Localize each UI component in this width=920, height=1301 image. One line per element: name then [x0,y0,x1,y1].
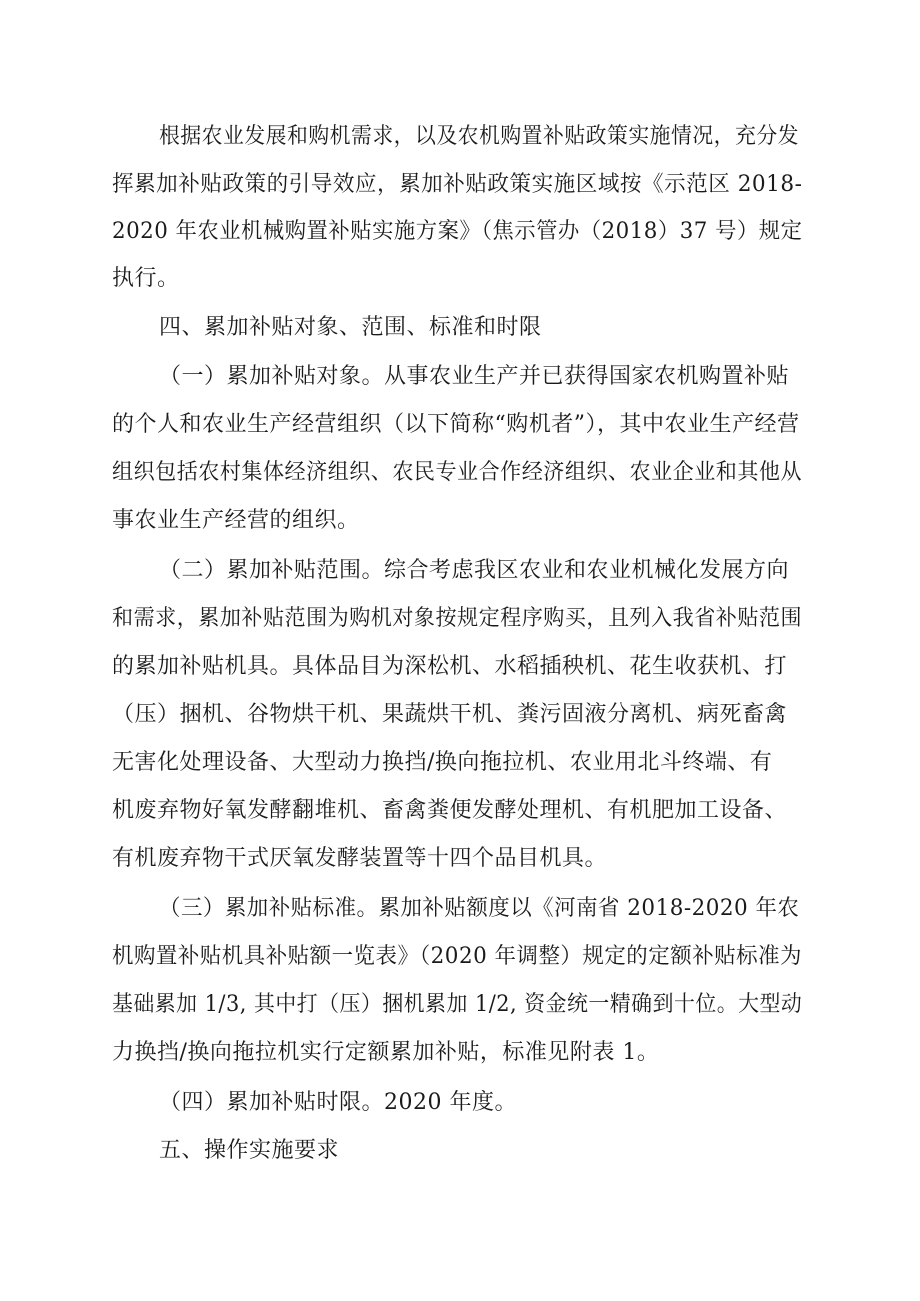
section-heading: 五、操作实施要求 [159,1138,340,1163]
text-line: 的累加补贴机具。具体品目为深松机、水稻插秧机、花生收获机、打 [112,654,788,679]
text-line: （三）累加补贴标准。累加补贴额度以《河南省 2018-2020 年农 [159,896,800,921]
text-line: 和需求，累加补贴范围为购机对象按规定程序购买，且列入我省补贴范围 [112,606,803,631]
text-line: 2020 年农业机械购置补贴实施方案》（焦示管办（2018）37 号）规定 [112,219,803,244]
text-line: 组织包括农村集体经济组织、农民专业合作经济组织、农业企业和其他从 [112,460,803,485]
text-line: 无害化处理设备、大型动力换挡/换向拖拉机、农业用北斗终端、有 [112,750,773,775]
text-line: 力换挡/换向拖拉机实行定额累加补贴，标准见附表 1。 [112,1040,660,1065]
text-line: （一）累加补贴对象。从事农业生产并已获得国家农机购置补贴 [159,364,790,389]
text-line: 机购置补贴机具补贴额一览表》（2020 年调整）规定的定额补贴标准为 [112,944,802,969]
text-line: （压）捆机、谷物烘干机、果蔬烘干机、粪污固液分离机、病死畜禽 [112,702,788,727]
text-line: （四）累加补贴时限。2020 年度。 [159,1090,517,1115]
text-line: 事农业生产经营的组织。 [112,508,360,533]
text-line: 根据农业发展和购机需求，以及农机购置补贴政策实施情况，充分发 [159,124,800,149]
text-line: （二）累加补贴范围。综合考虑我区农业和农业机械化发展方向 [159,558,790,583]
text-line: 机废弃物好氧发酵翻堆机、畜禽粪便发酵处理机、有机肥加工设备、 [112,798,788,823]
text-line: 执行。 [112,266,180,291]
text-line: 基础累加 1/3, 其中打（压）捆机累加 1/2, 资金统一精确到十位。大型动 [112,992,803,1017]
text-line: 的个人和农业生产经营组织（以下简称“购机者”），其中农业生产经营 [112,412,800,437]
text-line: 挥累加补贴政策的引导效应，累加补贴政策实施区域按《示范区 2018- [112,172,803,197]
text-line: 有机废弃物干式厌氧发酵装置等十四个品目机具。 [112,846,608,871]
section-heading: 四、累加补贴对象、范围、标准和时限 [159,315,542,340]
